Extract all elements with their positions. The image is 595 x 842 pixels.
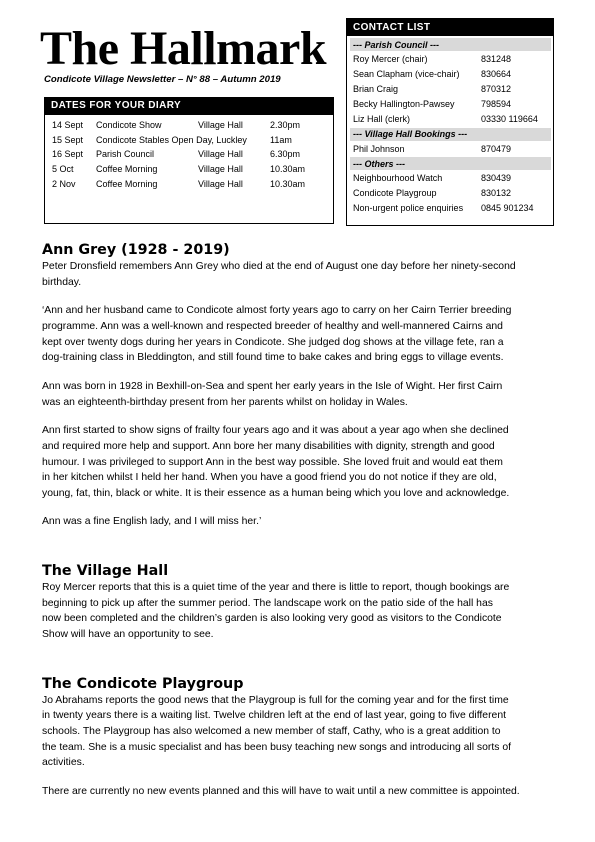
article xyxy=(42,562,557,642)
paragraph-line: Show will have an opportunity to see. xyxy=(42,629,214,641)
contact-entry xyxy=(347,201,553,216)
contact-phone: 830664 xyxy=(481,68,512,79)
masthead xyxy=(40,22,335,85)
article-paragraph xyxy=(42,379,557,410)
paragraph-line: the team. She is a music specialist and has been busy teaching new songs and introducing all sorts of xyxy=(42,741,512,753)
diary-venue: Village Hall xyxy=(198,120,243,131)
contact-entry xyxy=(347,66,553,81)
contact-phone: 0845 901234 xyxy=(481,203,534,214)
contact-name: Sean Clapham (vice-chair) xyxy=(353,68,460,79)
contact-heading: CONTACT LIST xyxy=(347,19,553,36)
article xyxy=(42,241,557,530)
diary-date: 15 Sept xyxy=(52,134,84,145)
contact-entry xyxy=(347,170,553,185)
contact-entry xyxy=(347,141,553,156)
article-paragraph xyxy=(42,259,557,290)
diary-date: 14 Sept xyxy=(52,120,84,131)
diary-event: Parish Council xyxy=(96,149,155,160)
contact-phone: 798594 xyxy=(481,99,512,110)
contact-entry xyxy=(347,81,553,96)
diary-venue: Village Hall xyxy=(198,149,243,160)
diary-date: 5 Oct xyxy=(52,164,74,175)
paragraph-line: Peter Dronsfield remembers Ann Grey who died at the end of August one day before her ninety-second xyxy=(42,261,516,272)
paragraph-line: dog-training class in Bleddington, and still found time to bake cakes and bring eggs to village events. xyxy=(42,352,504,364)
paragraph-line: was an eighteenth-birthday present from her parents whilst on holiday in Wales. xyxy=(42,396,408,408)
paragraph-line: young, fat, thin, black or white. It is their essence as a human being which you love and acknowledge. xyxy=(42,487,510,499)
paragraph-line: Ann was a fine English lady, and I will miss her.’ xyxy=(42,516,262,528)
article-paragraph xyxy=(42,514,557,530)
article-heading: The Village Hall xyxy=(42,563,169,580)
contact-name: Liz Hall (clerk) xyxy=(353,114,411,125)
paragraph-line: beginning to pick up after the summer period. The landscape work on the patio side of the hall has xyxy=(42,597,493,609)
paragraph-line: in twenty years there is a waiting list. Twelve children left at the end of last year, going to five different xyxy=(42,710,506,722)
article-heading: Ann Grey (1928 - 2019) xyxy=(42,242,230,258)
paragraph-line: in her kitchen whilst I held her hand. When you have a good friend you do not notice if they are old, xyxy=(42,472,497,484)
article xyxy=(42,675,557,800)
contact-phone: 03330 119664 xyxy=(481,114,538,125)
contact-list-box xyxy=(346,18,554,226)
diary-venue: Village Hall xyxy=(198,178,243,189)
diary-box xyxy=(44,97,334,224)
contact-entry xyxy=(347,112,553,127)
newsletter-subtitle: Condicote Village Newsletter – N° 88 – Autumn 2019 xyxy=(44,74,281,85)
diary-heading: DATES FOR YOUR DIARY xyxy=(45,98,333,115)
diary-row xyxy=(49,133,305,148)
diary-event: Condicote Show xyxy=(96,120,162,131)
diary-row xyxy=(49,118,305,133)
paragraph-line: ‘Ann and her husband came to Condicote almost forty years ago to carry on her Cairn Terrier breeding xyxy=(42,305,512,317)
article-paragraph xyxy=(42,580,557,642)
diary-event: Coffee Morning xyxy=(96,178,158,189)
diary-date: 2 Nov xyxy=(52,178,76,189)
contact-name: Condicote Playgroup xyxy=(353,187,437,198)
paragraph-line: now been completed and the children’s garden is also looking very good as visitors to the Condicote xyxy=(42,613,502,625)
paragraph-line: Roy Mercer reports that this is a quiet time of the year and there is little to report, though bookings are xyxy=(42,582,510,594)
diary-row xyxy=(49,176,305,191)
diary-time: 10.30am xyxy=(270,164,306,175)
paragraph-line: There are currently no new events planned and this will have to wait until a new committee is appointed. xyxy=(42,785,520,797)
contact-name: Phil Johnson xyxy=(353,143,405,154)
article-heading: The Condicote Playgroup xyxy=(42,675,244,692)
paragraph-line: kept over twenty dogs during her years in Condicote. She judged dog shows at the village fete, ran a xyxy=(42,336,504,348)
diary-row xyxy=(49,162,305,177)
article-paragraph xyxy=(42,784,557,800)
article-paragraph xyxy=(42,303,557,365)
contact-name: Becky Hallington-Pawsey xyxy=(353,99,455,110)
paragraph-line: programme. Ann was a well-known and respected breeder of healthy and well-mannered Cairns and xyxy=(42,320,503,332)
diary-time: 2.30pm xyxy=(270,120,301,131)
contact-name: Roy Mercer (chair) xyxy=(353,53,428,64)
article-paragraph xyxy=(42,423,557,501)
contact-phone: 830132 xyxy=(481,187,512,198)
contact-phone: 830439 xyxy=(481,172,512,183)
diary-venue: Village Hall xyxy=(198,164,243,175)
diary-date: 16 Sept xyxy=(52,149,84,160)
contact-list xyxy=(347,36,553,216)
diary-row xyxy=(49,147,305,162)
contact-entry xyxy=(347,185,553,200)
articles xyxy=(42,241,557,813)
paragraph-line: Jo Abrahams reports the good news that the Playgroup is full for the coming year and for the first time xyxy=(42,694,509,706)
contact-name: Neighbourhood Watch xyxy=(353,172,443,183)
contact-group-label: --- Others --- xyxy=(350,157,551,170)
diary-table xyxy=(49,118,305,191)
diary-time: 10.30am xyxy=(270,178,306,189)
contact-phone: 870479 xyxy=(481,143,512,154)
contact-name: Non-urgent police enquiries xyxy=(353,203,464,214)
diary-time: 11am xyxy=(270,134,292,145)
paragraph-line: Ann was born in 1928 in Bexhill-on-Sea and spent her early years in the Isle of Wight. Her first Cairn xyxy=(42,380,503,392)
paragraph-line: birthday. xyxy=(42,276,82,288)
contact-entry xyxy=(347,51,553,66)
paragraph-line: and required more help and support. Ann bore her many disabilities with dignity, strength and good xyxy=(42,440,495,452)
article-paragraph xyxy=(42,693,557,771)
diary-time: 6.30pm xyxy=(270,149,301,160)
paragraph-line: schools. The Playgroup has also welcomed a new member of staff, Cathy, who is a great addition to xyxy=(42,726,501,737)
contact-phone: 831248 xyxy=(481,53,512,64)
diary-event: Condicote Stables Open Day, Luckley xyxy=(96,134,247,145)
newsletter-title: The Hallmark xyxy=(40,22,327,75)
contact-phone: 870312 xyxy=(481,83,512,94)
diary-event: Coffee Morning xyxy=(96,164,158,175)
contact-name: Brian Craig xyxy=(353,83,399,94)
contact-group-label: --- Parish Council --- xyxy=(350,38,551,51)
contact-entry xyxy=(347,97,553,112)
contact-group-label: --- Village Hall Bookings --- xyxy=(350,128,551,141)
paragraph-line: humour. I was privileged to support Ann in the best way possible. She loved fruit and would eat them xyxy=(42,456,503,468)
paragraph-line: Ann first started to show signs of frailty four years ago and it was about a year ago when she declined xyxy=(42,425,509,437)
paragraph-line: activities. xyxy=(42,757,85,769)
